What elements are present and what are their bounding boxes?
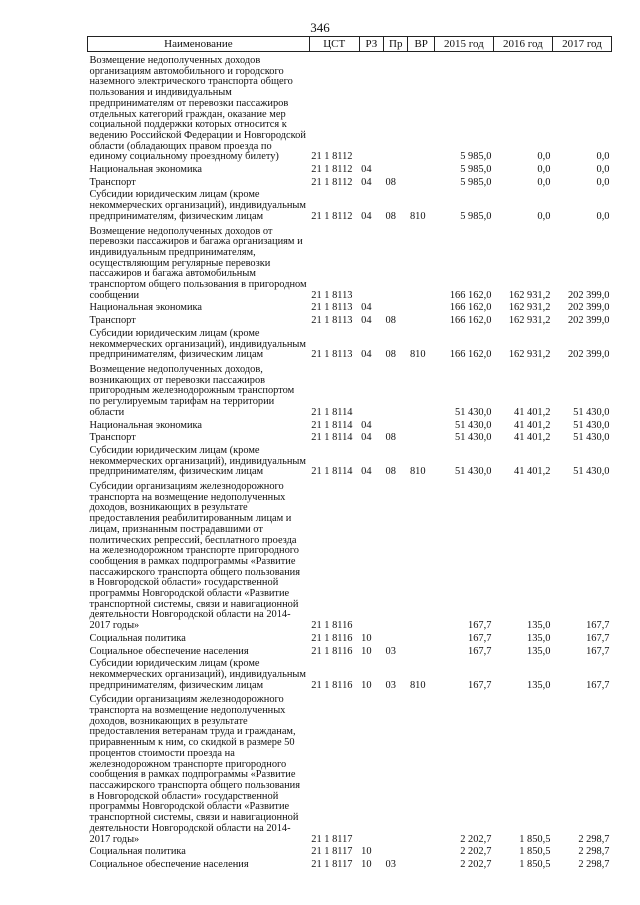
- table-row: [88, 858, 612, 871]
- row-value-2016: 1 850,5: [519, 846, 551, 858]
- row-vr: [408, 845, 434, 858]
- row-name: Транспорт: [89, 432, 136, 444]
- row-cst: 21 1 8113: [311, 289, 353, 301]
- row-value-2016: 1 850,5: [519, 858, 551, 870]
- row-value-2017: 202 399,0: [567, 302, 610, 314]
- row-value-2017: 167,7: [586, 679, 610, 691]
- row-value-2015: 51 430,0: [455, 466, 492, 478]
- row-value-2015: 51 430,0: [455, 406, 492, 418]
- row-value-2015: 5 985,0: [460, 164, 492, 176]
- row-pr: [384, 632, 408, 645]
- table-row: [88, 657, 612, 691]
- row-vr: 810: [409, 679, 426, 691]
- column-header-rz: РЗ: [359, 37, 383, 52]
- row-pr: 03: [385, 679, 396, 691]
- row-cst: 21 1 8112: [311, 151, 353, 163]
- row-pr: 08: [385, 176, 396, 188]
- row-cst: 21 1 8114: [311, 432, 353, 444]
- row-name: Субсидии юридическим лицам (кроме некоммерческих организаций), индивидуальным предпринимателям, физическим лицам: [89, 444, 306, 478]
- row-value-2015: 51 430,0: [455, 419, 492, 431]
- row-cst: 21 1 8114: [311, 466, 353, 478]
- row-name: Национальная экономика: [89, 302, 203, 314]
- row-cst: 21 1 8114: [311, 406, 353, 418]
- table-row: [88, 361, 612, 419]
- row-value-2016: 0,0: [537, 210, 551, 222]
- row-cst: 21 1 8112: [311, 176, 353, 188]
- row-cst: 21 1 8113: [311, 302, 353, 314]
- row-value-2017: 51 430,0: [573, 406, 610, 418]
- row-value-2016: 1 850,5: [519, 833, 551, 845]
- table-row: [88, 301, 612, 314]
- row-value-2016: 162 931,2: [508, 289, 551, 301]
- row-cst: 21 1 8112: [311, 210, 353, 222]
- row-rz: [359, 52, 383, 164]
- row-value-2017: 51 430,0: [573, 466, 610, 478]
- row-rz: 04: [361, 210, 372, 222]
- column-header-2017: 2017 год: [552, 37, 611, 52]
- row-pr: 08: [385, 466, 396, 478]
- table-row: [88, 188, 612, 222]
- table-row: [88, 419, 612, 432]
- table-row: [88, 845, 612, 858]
- row-vr: [408, 52, 434, 164]
- row-value-2016: 0,0: [537, 164, 551, 176]
- row-value-2017: 0,0: [596, 176, 610, 188]
- row-rz: 10: [361, 645, 372, 657]
- row-value-2016: 0,0: [537, 176, 551, 188]
- row-name: Национальная экономика: [89, 164, 203, 176]
- row-name: Возмещение недополученных доходов от перевозки пассажиров и багажа организациям и индивидуальным предпринимателям, осуществляющим регулярные перевозки пассажиров и багажа автомобильным транспортом общего пользования в пригородном сообщении: [89, 225, 307, 301]
- row-cst: 21 1 8116: [311, 620, 353, 632]
- column-header-cst: ЦСТ: [309, 37, 359, 52]
- row-rz: [359, 361, 383, 419]
- row-rz: 04: [361, 419, 372, 431]
- row-vr: 810: [409, 466, 426, 478]
- row-pr: [384, 301, 408, 314]
- row-vr: [408, 632, 434, 645]
- column-header-name: Наименование: [88, 37, 310, 52]
- row-cst: 21 1 8113: [311, 315, 353, 327]
- row-value-2015: 2 202,7: [460, 833, 492, 845]
- row-rz: 04: [361, 315, 372, 327]
- row-value-2017: 0,0: [596, 151, 610, 163]
- row-name: Субсидии юридическим лицам (кроме некоммерческих организаций), индивидуальным предпринимателям, физическим лицам: [89, 327, 306, 361]
- row-value-2016: 41 401,2: [514, 419, 551, 431]
- row-cst: 21 1 8114: [311, 419, 353, 431]
- row-rz: [359, 478, 383, 632]
- row-rz: 10: [361, 632, 372, 644]
- row-value-2015: 51 430,0: [455, 432, 492, 444]
- row-pr: [384, 223, 408, 302]
- row-pr: 08: [385, 432, 396, 444]
- row-rz: 04: [361, 432, 372, 444]
- row-value-2017: 2 298,7: [578, 858, 610, 870]
- row-value-2016: 41 401,2: [514, 432, 551, 444]
- row-name: Транспорт: [89, 176, 136, 188]
- row-value-2016: 135,0: [527, 632, 551, 644]
- row-value-2016: 135,0: [527, 645, 551, 657]
- row-pr: [384, 419, 408, 432]
- row-vr: [408, 163, 434, 176]
- row-value-2017: 202 399,0: [567, 315, 610, 327]
- row-cst: 21 1 8116: [311, 632, 353, 644]
- row-cst: 21 1 8117: [311, 846, 353, 858]
- row-name: Субсидии юридическим лицам (кроме некоммерческих организаций), индивидуальным предпринимателям, физическим лицам: [89, 189, 306, 222]
- row-value-2017: 0,0: [596, 164, 610, 176]
- row-pr: [384, 52, 408, 164]
- table-row: [88, 163, 612, 176]
- row-value-2017: 167,7: [586, 620, 610, 632]
- row-value-2016: 41 401,2: [514, 406, 551, 418]
- row-value-2017: 51 430,0: [573, 432, 610, 444]
- table-row: [88, 431, 612, 444]
- row-vr: [408, 176, 434, 189]
- row-value-2017: 202 399,0: [567, 349, 610, 361]
- row-vr: [408, 478, 434, 632]
- table-row: [88, 176, 612, 189]
- row-rz: 10: [361, 679, 372, 691]
- row-name: Возмещение недополученных доходов, возникающих от перевозки пассажиров пригородным железнодорожным транспортом по регулируемым тарифам на территории области: [89, 363, 295, 418]
- table-row: [88, 691, 612, 845]
- row-vr: 810: [409, 210, 426, 222]
- row-value-2016: 135,0: [527, 620, 551, 632]
- row-value-2015: 5 985,0: [460, 210, 492, 222]
- column-header-pr: Пр: [384, 37, 408, 52]
- row-vr: 810: [409, 349, 426, 361]
- column-header-2016: 2016 год: [493, 37, 552, 52]
- table-row: [88, 314, 612, 327]
- row-value-2015: 166 162,0: [449, 289, 492, 301]
- row-rz: 04: [361, 466, 372, 478]
- row-pr: 08: [385, 210, 396, 222]
- row-value-2016: 162 931,2: [508, 315, 551, 327]
- row-value-2015: 166 162,0: [449, 315, 492, 327]
- row-vr: [408, 645, 434, 658]
- table-row: [88, 52, 612, 164]
- row-value-2015: 167,7: [468, 645, 492, 657]
- row-rz: 04: [361, 164, 372, 176]
- row-cst: 21 1 8117: [311, 858, 353, 870]
- column-header-vr: ВР: [408, 37, 434, 52]
- row-vr: [408, 419, 434, 432]
- row-rz: [359, 223, 383, 302]
- row-cst: 21 1 8117: [311, 833, 353, 845]
- table-row: [88, 478, 612, 632]
- table-row: [88, 645, 612, 658]
- row-rz: 10: [361, 846, 372, 858]
- row-pr: [384, 691, 408, 845]
- row-vr: [408, 858, 434, 871]
- column-header-2015: 2015 год: [434, 37, 493, 52]
- row-value-2016: 162 931,2: [508, 302, 551, 314]
- row-rz: 04: [361, 349, 372, 361]
- row-pr: [384, 163, 408, 176]
- row-name: Социальная политика: [89, 846, 186, 858]
- table-header-row: [88, 37, 612, 52]
- row-pr: [384, 478, 408, 632]
- row-value-2017: 202 399,0: [567, 289, 610, 301]
- row-name: Субсидии организациям железнодорожного транспорта на возмещение недополученных доходов, возникающих в результате предоставления ветеранам труда и гражданам, приравненным к ним, со скидкой в размере 50 процентов стоимости проезда на железнодорожном транспорте пригородного сообщения в рамках подпрограммы «Развитие пассажирского транспорта общего пользования в Новгородской области» государственной программы Новгородской области «Развитие транспортной системы, связи и навигационной деятельности Новгородской области на 2014-2017 годы»: [89, 694, 300, 845]
- row-value-2017: 2 298,7: [578, 833, 610, 845]
- row-cst: 21 1 8116: [311, 645, 353, 657]
- row-name: Транспорт: [89, 315, 136, 327]
- row-value-2017: 51 430,0: [573, 419, 610, 431]
- row-rz: 04: [361, 302, 372, 314]
- row-rz: 04: [361, 176, 372, 188]
- row-value-2015: 167,7: [468, 679, 492, 691]
- table-body: [88, 52, 612, 871]
- row-name: Социальная политика: [89, 632, 186, 644]
- row-name: Возмещение недополученных доходов организациям автомобильного и городского наземного электрического транспорта общего пользования и индивидуальным предпринимателям от перевозки пассажиров отдельных категорий граждан, оказание мер социальной поддержки которых относится к ведению Российской Федерации и Новгородской области (обладающих правом проезда по единому социальному проездному билету): [89, 55, 306, 163]
- row-value-2016: 162 931,2: [508, 349, 551, 361]
- row-value-2015: 2 202,7: [460, 846, 492, 858]
- row-pr: 08: [385, 315, 396, 327]
- row-value-2016: 0,0: [537, 151, 551, 163]
- row-value-2015: 5 985,0: [460, 151, 492, 163]
- row-name: Социальное обеспечение населения: [89, 645, 249, 657]
- table-row: [88, 632, 612, 645]
- row-value-2016: 41 401,2: [514, 466, 551, 478]
- row-pr: 03: [385, 858, 396, 870]
- row-name: Субсидии организациям железнодорожного транспорта на возмещение недополученных доходов, возникающих в результате предоставления реабилитированным лицам и лицам, признанным пострадавшими от политических репрессий, бесплатного проезда на железнодорожном транспорте пригородного сообщения в рамках подпрограммы «Развитие пассажирского транспорта общего пользования в Новгородской области» государственной программы Новгородской области «Развитие транспортной системы, связи и навигационной деятельности Новгородской области на 2014-2017 годы»: [89, 481, 300, 632]
- row-name: Социальное обеспечение населения: [89, 858, 249, 870]
- row-cst: 21 1 8113: [311, 349, 353, 361]
- row-value-2015: 167,7: [468, 632, 492, 644]
- row-name: Национальная экономика: [89, 419, 203, 431]
- row-vr: [408, 691, 434, 845]
- row-pr: [384, 845, 408, 858]
- row-value-2015: 166 162,0: [449, 302, 492, 314]
- row-vr: [408, 431, 434, 444]
- row-rz: 10: [361, 858, 372, 870]
- table-row: [88, 223, 612, 302]
- row-vr: [408, 314, 434, 327]
- row-value-2017: 2 298,7: [578, 846, 610, 858]
- budget-table: [87, 36, 612, 871]
- row-value-2015: 167,7: [468, 620, 492, 632]
- page-number: 346: [310, 20, 330, 35]
- row-name: Субсидии юридическим лицам (кроме некоммерческих организаций), индивидуальным предпринимателям, физическим лицам: [89, 658, 306, 691]
- row-cst: 21 1 8116: [311, 679, 353, 691]
- row-value-2017: 0,0: [596, 210, 610, 222]
- table-row: [88, 327, 612, 361]
- row-pr: 08: [385, 349, 396, 361]
- table-row: [88, 444, 612, 478]
- row-value-2016: 135,0: [527, 679, 551, 691]
- row-pr: 03: [385, 645, 396, 657]
- row-pr: [384, 361, 408, 419]
- row-value-2017: 167,7: [586, 645, 610, 657]
- row-vr: [408, 301, 434, 314]
- row-vr: [408, 223, 434, 302]
- row-vr: [408, 361, 434, 419]
- row-value-2015: 2 202,7: [460, 858, 492, 870]
- row-cst: 21 1 8112: [311, 164, 353, 176]
- row-rz: [359, 691, 383, 845]
- row-value-2015: 166 162,0: [449, 349, 492, 361]
- row-value-2015: 5 985,0: [460, 176, 492, 188]
- row-value-2017: 167,7: [586, 632, 610, 644]
